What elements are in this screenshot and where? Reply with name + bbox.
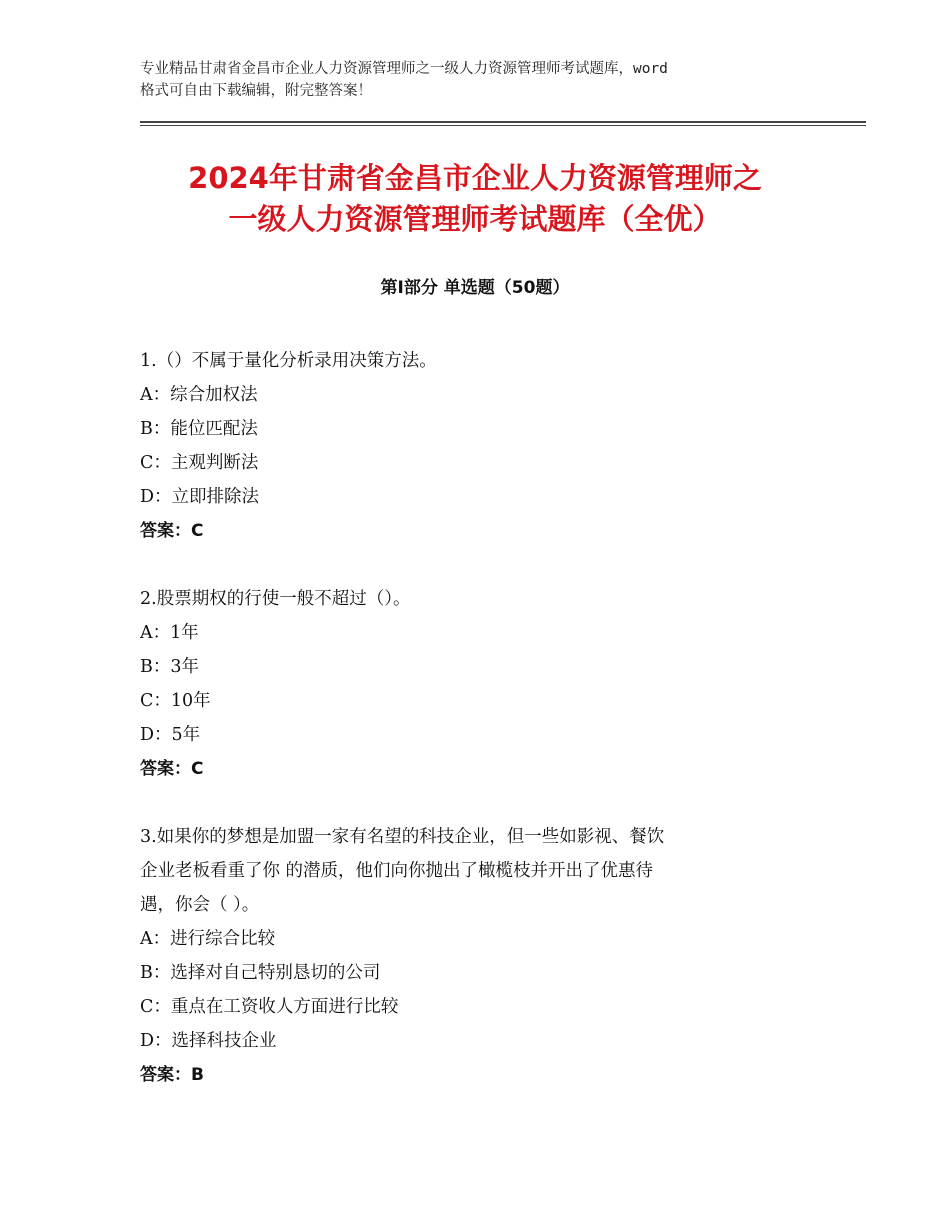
question-stem-line: 3.如果你的梦想是加盟一家有名望的科技企业，但一些如影视、餐饮 [140, 827, 665, 847]
question-item [140, 344, 820, 548]
question-item [140, 582, 820, 786]
question-stem-line: 企业老板看重了你 的潜质，他们向你抛出了橄榄枝并开出了优惠待 [140, 861, 654, 881]
section-title: 第Ⅰ部分 单选题（50题） [380, 278, 570, 298]
option-a: A：1年 [140, 623, 199, 643]
header-note [140, 58, 840, 102]
question-stem: 2.股票期权的行使一般不超过（）。 [140, 589, 411, 609]
question-item [140, 820, 820, 1092]
header-divider-thin [140, 125, 866, 126]
option-a: A：综合加权法 [140, 385, 258, 405]
option-b: B：选择对自己特别恳切的公司 [140, 963, 381, 983]
option-c: C：主观判断法 [140, 453, 259, 473]
document-title-line: 2024年甘肃省金昌市企业人力资源管理师之 [188, 161, 762, 195]
header-note-line: 专业精品甘肃省金昌市企业人力资源管理师之一级人力资源管理师考试题库，word [140, 61, 668, 77]
question-list [140, 344, 820, 1126]
answer-label: 答案：B [140, 1065, 204, 1085]
option-b: B：3年 [140, 657, 199, 677]
option-d: D：立即排除法 [140, 487, 260, 507]
header-divider [140, 121, 866, 123]
option-d: D：选择科技企业 [140, 1031, 277, 1051]
question-stem-line: 遇，你会（ ）。 [140, 895, 260, 915]
document-title [100, 158, 850, 240]
option-d: D：5年 [140, 725, 201, 745]
option-a: A：进行综合比较 [140, 929, 276, 949]
answer-label: 答案：C [140, 759, 204, 779]
option-c: C：重点在工资收人方面进行比较 [140, 997, 399, 1017]
option-b: B：能位匹配法 [140, 419, 258, 439]
answer-label: 答案：C [140, 521, 204, 541]
option-c: C：10年 [140, 691, 211, 711]
document-title-line: 一级人力资源管理师考试题库（全优） [228, 202, 722, 236]
header-note-line: 格式可自由下载编辑，附完整答案！ [140, 83, 372, 99]
question-stem: 1.（）不属于量化分析录用决策方法。 [140, 351, 437, 371]
